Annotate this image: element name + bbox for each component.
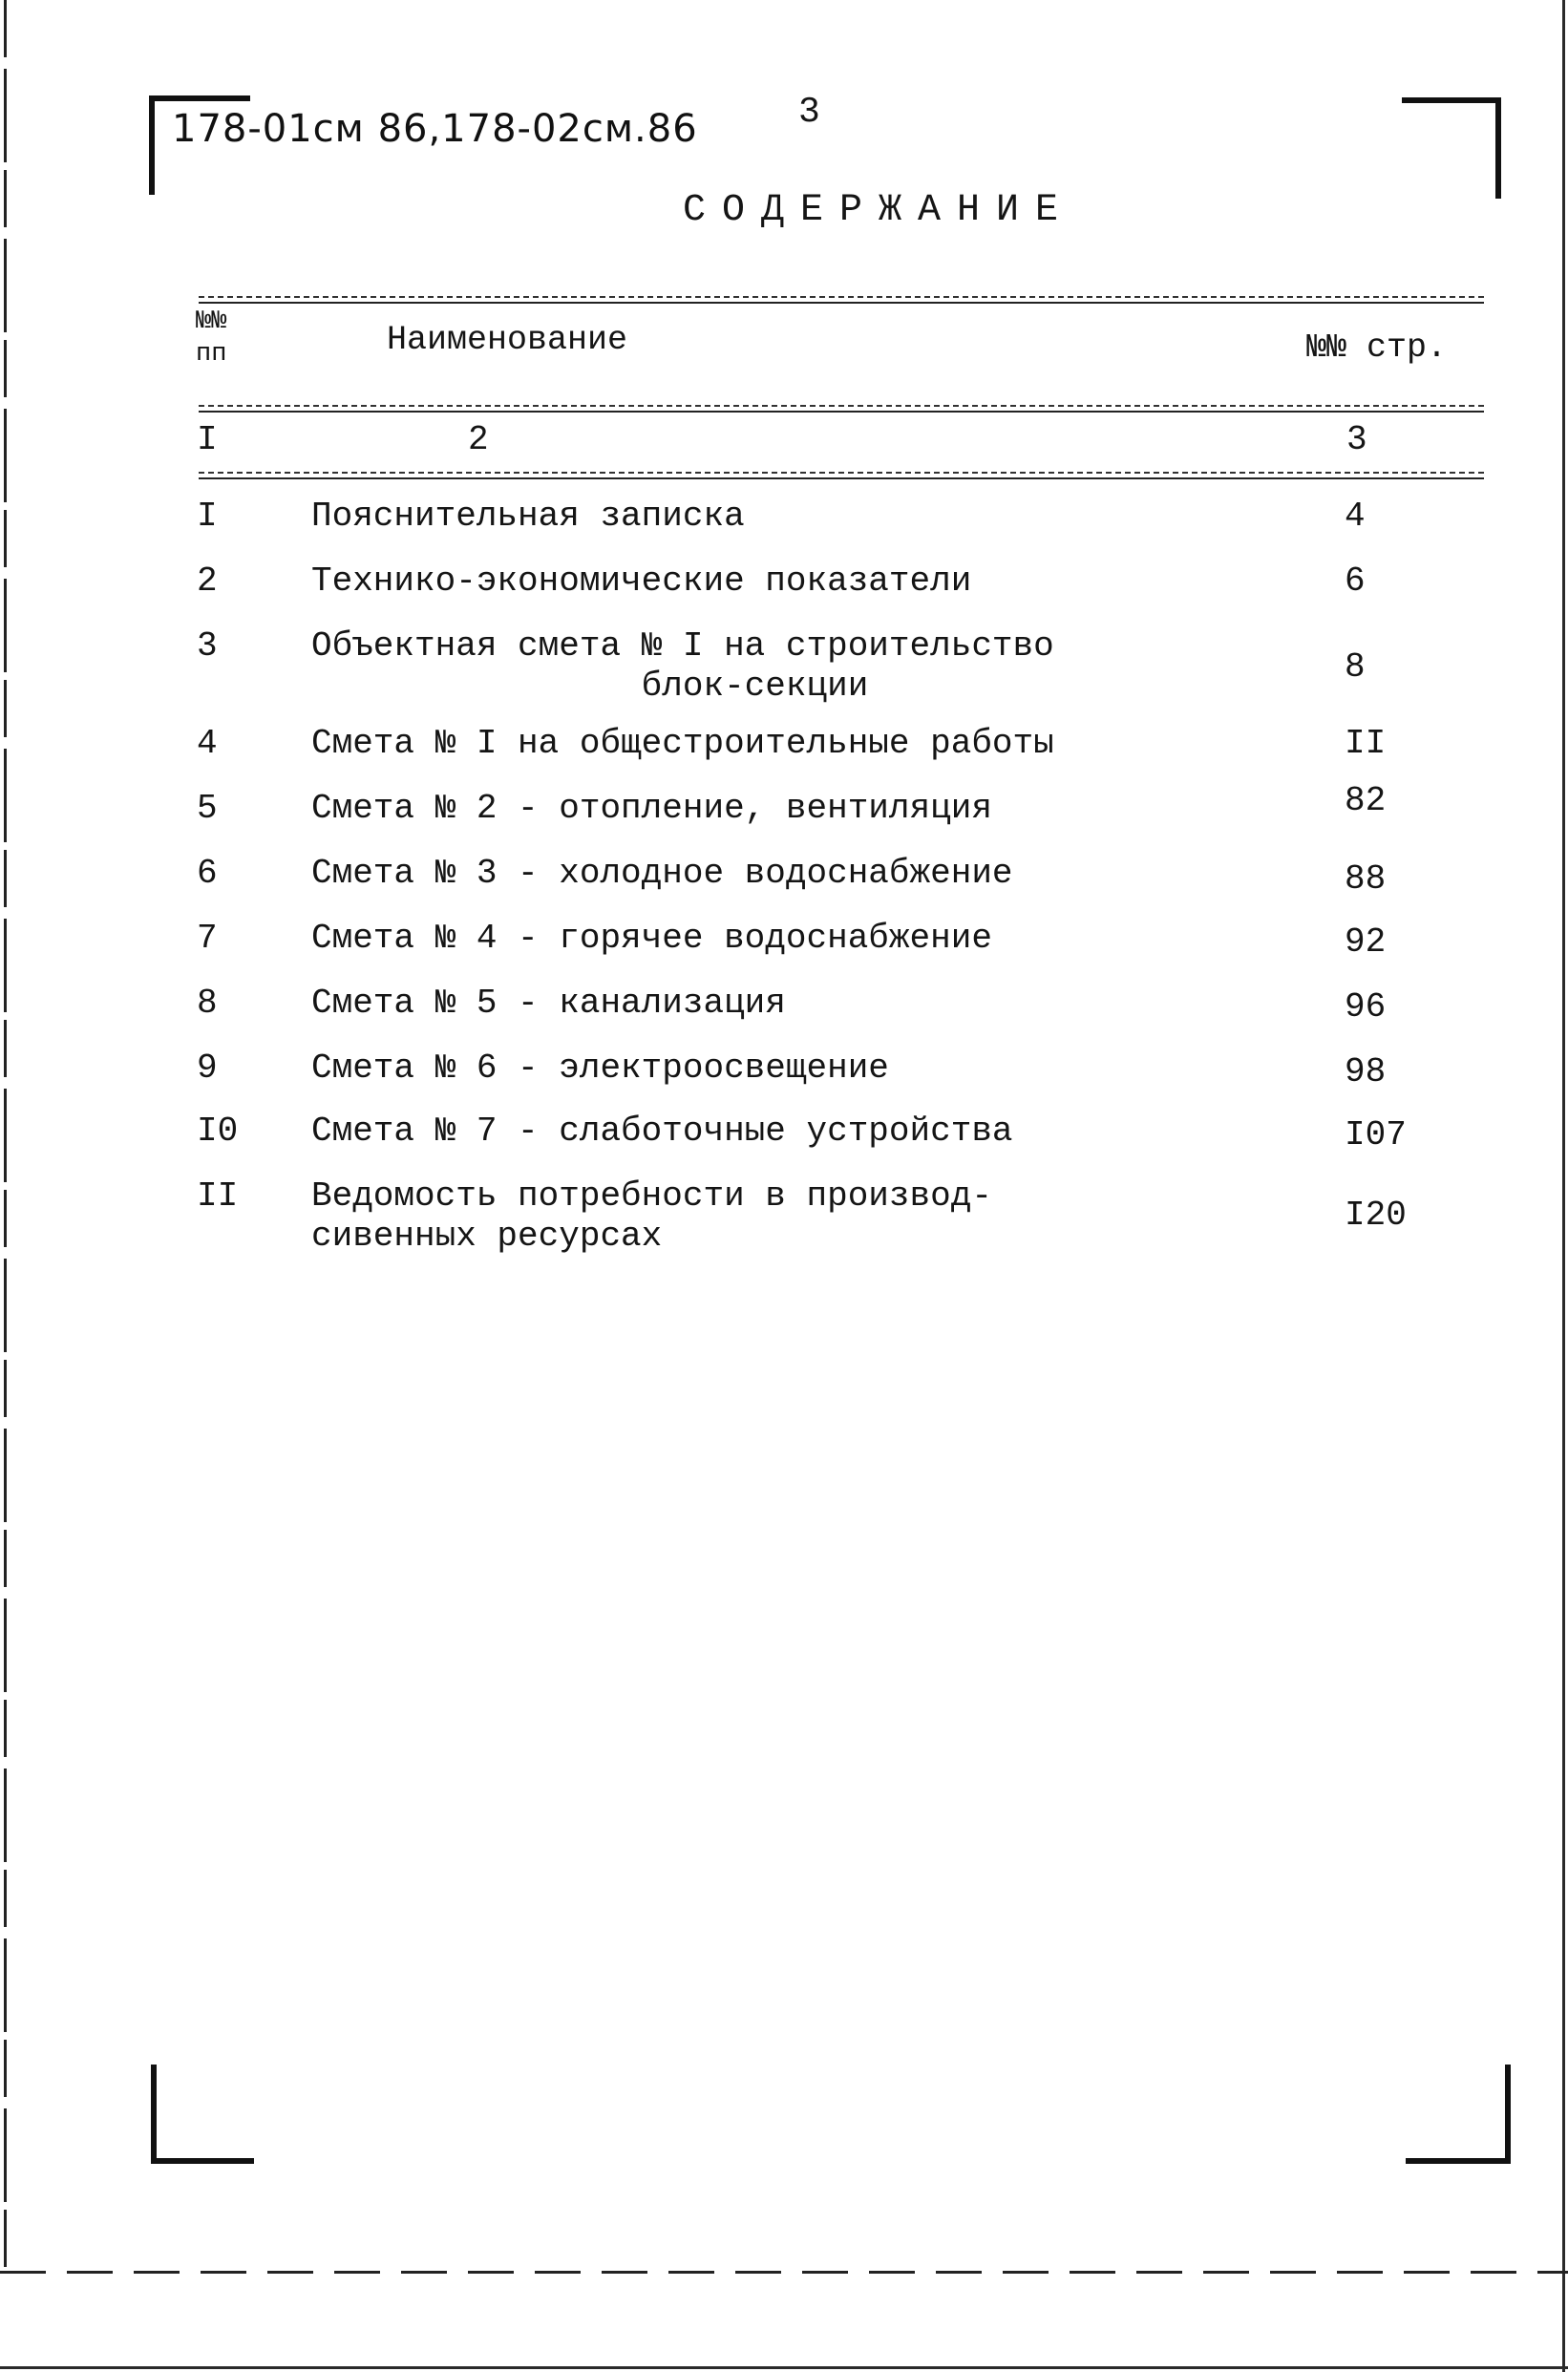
row-name: Смета № 5 - канализация [311,984,786,1023]
row-page: 4 [1345,497,1366,536]
row-number: 2 [197,561,218,601]
row-name: Объектная смета № I на строительство блок-секции [311,626,1054,706]
row-number: 4 [197,724,218,763]
row-page: 6 [1345,561,1366,601]
column-number-3: 3 [1346,420,1367,459]
page-number: 3 [798,92,820,133]
row-page: 82 [1345,781,1387,820]
column-number-1: I [197,420,218,459]
column-number-2: 2 [468,420,489,459]
row-page: 92 [1345,922,1387,962]
row-number: I [197,497,218,536]
row-page: 88 [1345,859,1387,899]
row-page: I07 [1345,1115,1407,1154]
header-number-line1: №№ [196,307,227,336]
row-number: I0 [197,1112,239,1151]
corner-mark-bottom-right [1406,2065,1511,2164]
row-number: 6 [197,854,218,893]
row-page: 98 [1345,1052,1387,1091]
document-code: 178-01см 86,178-02см.86 [172,107,698,151]
scan-edge-bottom [0,2366,1568,2369]
corner-mark-bottom-left [151,2065,254,2164]
row-name: Смета № 7 - слаботочные устройства [311,1112,1013,1151]
row-name: Смета № 6 - электроосвещение [311,1048,889,1088]
header-name-cell: Наименование [387,321,628,359]
row-name: Технико-экономические показатели [311,561,972,601]
row-number: 9 [197,1048,218,1088]
row-name: Ведомость потребности в производ- сивенных ресурсах [311,1176,992,1256]
row-name: Пояснительная записка [311,497,745,536]
row-name: Смета № 2 - отопление, вентиляция [311,789,992,828]
row-name: Смета № 4 - горячее водоснабжение [311,919,992,958]
row-number: II [197,1176,239,1216]
row-page: I20 [1345,1196,1407,1235]
row-page: 96 [1345,987,1387,1027]
row-page: II [1345,724,1387,763]
header-pages-cell: №№ стр. [1306,328,1448,367]
row-number: 5 [197,789,218,828]
cut-line [0,2271,1568,2274]
row-name: Смета № I на общестроительные работы [311,724,1054,763]
page-title: СОДЕРЖАНИЕ [683,189,1075,232]
row-number: 7 [197,919,218,958]
row-page: 8 [1345,647,1366,687]
row-number: 3 [197,626,218,666]
row-number: 8 [197,984,218,1023]
header-number-line2: пп [196,340,227,369]
row-name: Смета № 3 - холодное водоснабжение [311,854,1013,893]
